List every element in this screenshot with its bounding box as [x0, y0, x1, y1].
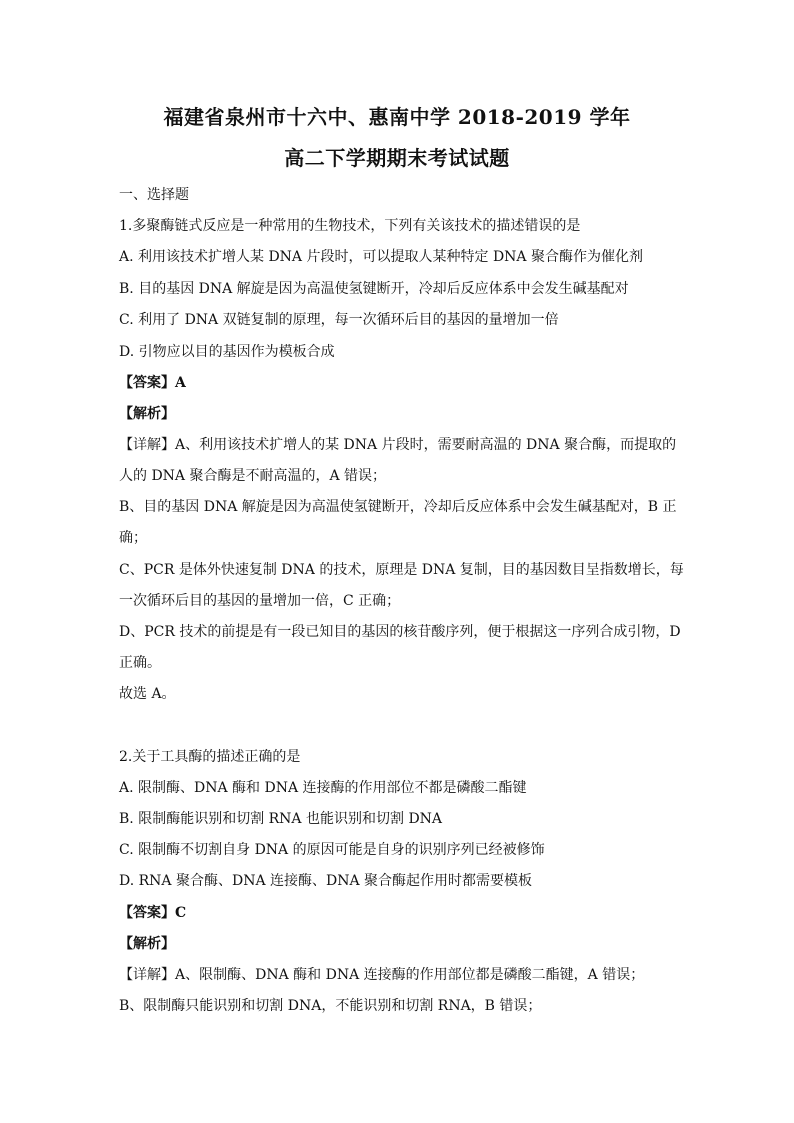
document-title-line-2: 高二下学期期末考试试题 [284, 146, 510, 170]
document-title-line-1: 福建省泉州市十六中、惠南中学 2018-2019 学年 [163, 105, 631, 129]
q1-option-a: A. 利用该技术扩增人某 DNA 片段时，可以提取人某种特定 DNA 聚合酶作为催化剂 [119, 249, 643, 265]
q1-option-c: C. 利用了 DNA 双链复制的原理，每一次循环后目的基因的量增加一倍 [119, 312, 559, 328]
q1-analysis-label: 【解析】 [119, 406, 175, 422]
q1-detail-line-4: 确； [119, 530, 147, 546]
q2-detail-line-1: 【详解】A、限制酶、DNA 酶和 DNA 连接酶的作用部位都是磷酸二酯键，A 错误； [119, 967, 645, 983]
q2-option-a: A. 限制酶、DNA 酶和 DNA 连接酶的作用部位不都是磷酸二酯键 [119, 780, 527, 796]
q1-conclusion: 故选 A。 [119, 686, 176, 702]
q2-detail-line-2: B、限制酶只能识别和切割 DNA，不能识别和切割 RNA，B 错误； [119, 998, 542, 1014]
q2-answer: 【答案】C [119, 905, 187, 921]
q1-detail-line-1: 【详解】A、利用该技术扩增人的某 DNA 片段时，需要耐高温的 DNA 聚合酶，而提取的 [119, 437, 677, 453]
q1-detail-line-3: B、目的基因 DNA 解旋是因为高温使氢键断开，冷却后反应体系中会发生碱基配对，B 正 [119, 499, 677, 515]
q1-detail-line-7: D、PCR 技术的前提是有一段已知目的基因的核苷酸序列，便于根据这一序列合成引物，D [119, 624, 681, 640]
q1-detail-line-2: 人的 DNA 聚合酶是不耐高温的，A 错误； [119, 468, 387, 484]
q2-option-b: B. 限制酶能识别和切割 RNA 也能识别和切割 DNA [119, 811, 443, 827]
q1-option-b: B. 目的基因 DNA 解旋是因为高温使氢键断开，冷却后反应体系中会发生碱基配对 [119, 281, 629, 297]
q1-detail-line-5: C、PCR 是体外快速复制 DNA 的技术，原理是 DNA 复制，目的基因数目呈指数增长，每 [119, 562, 684, 578]
q1-stem: 1.多聚酶链式反应是一种常用的生物技术，下列有关该技术的描述错误的是 [119, 218, 581, 234]
q2-stem: 2.关于工具酶的描述正确的是 [119, 749, 301, 765]
q2-analysis-label: 【解析】 [119, 936, 175, 952]
q1-answer: 【答案】A [119, 375, 186, 391]
q2-option-c: C. 限制酶不切割自身 DNA 的原因可能是自身的识别序列已经被修饰 [119, 842, 545, 858]
q1-detail-line-6: 一次循环后目的基因的量增加一倍，C 正确； [119, 593, 401, 609]
q1-option-d: D. 引物应以目的基因作为模板合成 [119, 344, 335, 360]
q2-option-d: D. RNA 聚合酶、DNA 连接酶、DNA 聚合酶起作用时都需要模板 [119, 873, 533, 889]
q1-detail-line-8: 正确。 [119, 655, 161, 671]
section-heading: 一、选择题 [119, 187, 189, 203]
